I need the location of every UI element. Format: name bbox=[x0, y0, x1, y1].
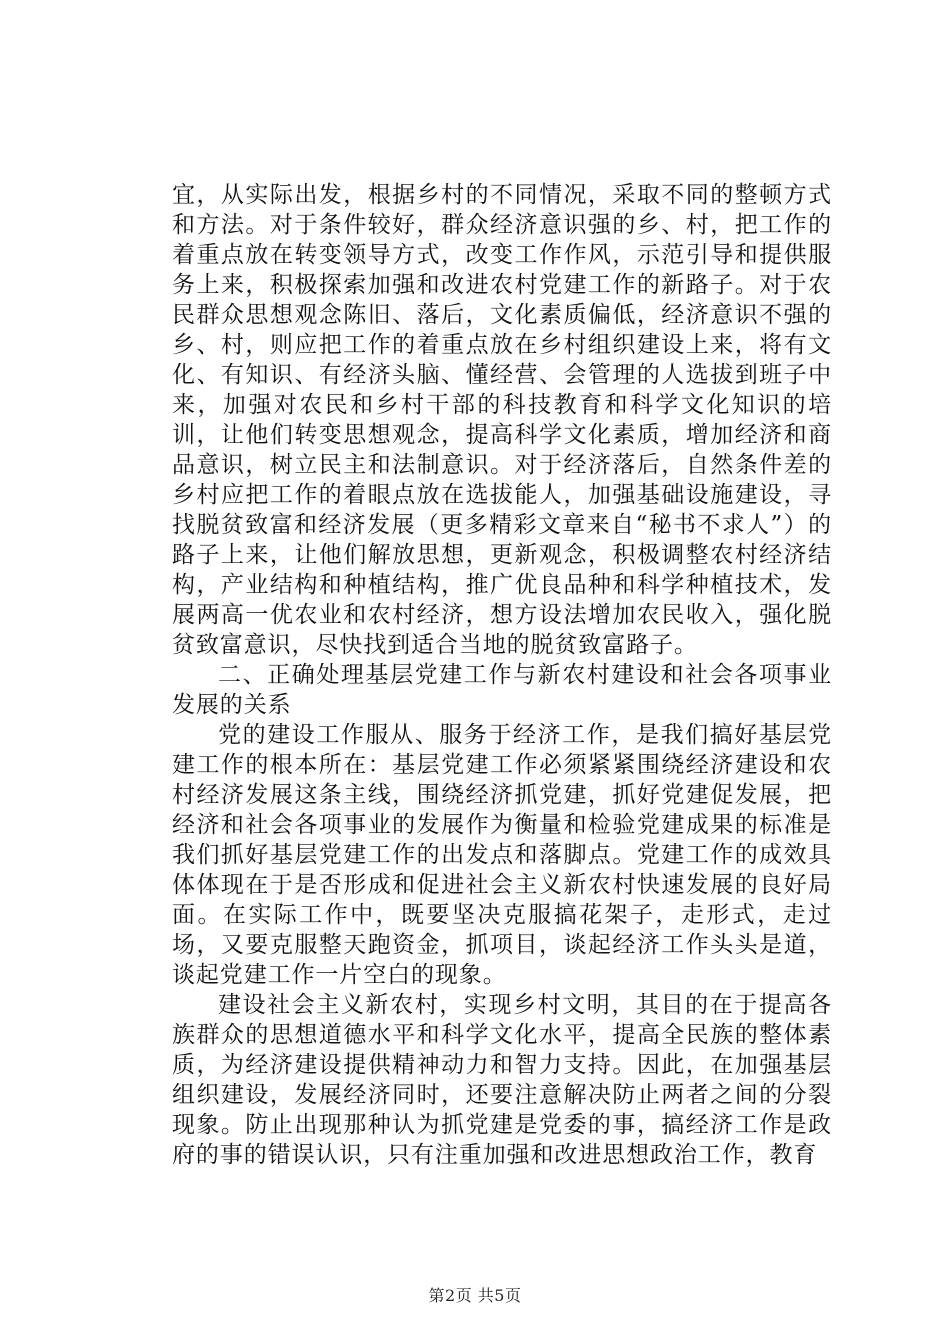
section-heading-two: 二、正确处理基层党建工作与新农村建设和社会各项事业发展的关系 bbox=[172, 662, 832, 718]
paragraph-new-countryside: 建设社会主义新农村，实现乡村文明，其目的在于提高各族群众的思想道德水平和科学文化水平，提高全民族的整体素质，为经济建设提供精神动力和智力支持。因此，在加强基层组织建设，发展经济同时，还要注意解决防止两者之间的分裂现象。防止出现那种认为抓党建是党委的事，搞经济工作是政府的事的错误认识，只有注重加强和改进思想政治工作，教育 bbox=[172, 992, 832, 1168]
document-body bbox=[172, 180, 832, 1170]
paragraph-continuation: 宜，从实际出发，根据乡村的不同情况，采取不同的整顿方式和方法。对于条件较好，群众经济意识强的乡、村，把工作的着重点放在转变领导方式，改变工作作风，示范引导和提供服务上来，积极探索加强和改进农村党建工作的新路子。对于农民群众思想观念陈旧、落后，文化素质偏低，经济意识不强的乡、村，则应把工作的着重点放在乡村组织建设上来，将有文化、有知识、有经济头脑、懂经营、会管理的人选拔到班子中来，加强对农民和乡村干部的科技教育和科学文化知识的培训，让他们转变思想观念，提高科学文化素质，增加经济和商品意识，树立民主和法制意识。对于经济落后，自然条件差的乡村应把工作的着眼点放在选拔能人，加强基础设施建设，寻找脱贫致富和经济发展（更多精彩文章来自“秘书不求人”）的路子上来，让他们解放思想，更新观念，积极调整农村经济结构，产业结构和种植结构，推广优良品种和科学种植技术，发展两高一优农业和农村经济，想方设法增加农民收入，强化脱贫致富意识，尽快找到适合当地的脱贫致富路子。 bbox=[172, 182, 832, 658]
paragraph-party-building: 党的建设工作服从、服务于经济工作，是我们搞好基层党建工作的根本所在：基层党建工作必须紧紧围绕经济建设和农村经济发展这条主线，围绕经济抓党建，抓好党建促发展，把经济和社会各项事业的发展作为衡量和检验党建成果的标准是我们抓好基层党建工作的出发点和落脚点。党建工作的成效具体体现在于是否形成和促进社会主义新农村快速发展的良好局面。在实际工作中，既要坚决克服搞花架子，走形式，走过场，又要克服整天跑资金，抓项目，谈起经济工作头头是道，谈起党建工作一片空白的现象。 bbox=[172, 722, 832, 988]
page-number-footer: 第2页 共5页 bbox=[428, 1286, 522, 1305]
